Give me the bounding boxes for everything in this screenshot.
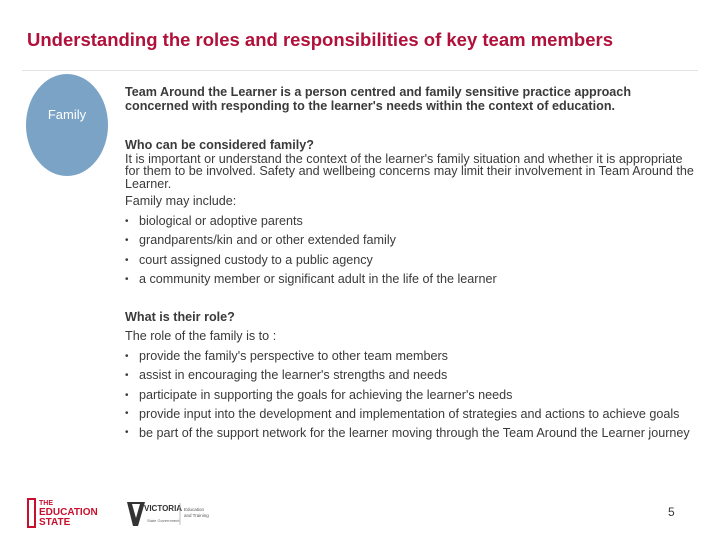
title-divider	[22, 70, 698, 71]
list-item: • a community member or significant adult in the life of the learner	[125, 273, 697, 287]
list-item: • assist in encouraging the learner's strengths and needs	[125, 369, 697, 383]
slide-content	[125, 86, 697, 439]
slide-title: Understanding the roles and responsibilities of key team members	[27, 29, 613, 50]
victoria-government-logo	[127, 500, 222, 528]
who-paragraph: It is important or understand the context of the learner's family situation and whether it is appropriate for them to be involved. Safety and wellbeing concerns may limit their involvement in Team Around the Learner.	[125, 151, 694, 191]
list-item: • be part of the support network for the learner moving through the Team Around the Learner journey	[125, 427, 697, 440]
education-state-logo-line: EDUCATION	[39, 507, 98, 518]
list-item: • grandparents/kin and or other extended family	[125, 234, 697, 248]
who-list	[125, 215, 697, 287]
who-lead: Family may include:	[125, 194, 237, 208]
list-item: • participate in supporting the goals for achieving the learner's needs	[125, 389, 697, 403]
role-heading: What is their role?	[125, 309, 235, 324]
role-lead: The role of the family is to :	[125, 329, 277, 343]
list-item: • provide input into the development and implementation of strategies and actions to achieve goals	[125, 408, 697, 421]
page-number: 5	[668, 505, 675, 519]
education-state-logo-line: STATE	[39, 517, 71, 528]
list-item: • provide the family's perspective to other team members	[125, 350, 697, 364]
family-circle	[26, 74, 108, 176]
family-circle-label: Family	[47, 107, 87, 122]
victoria-wordmark: VICTORIA	[144, 504, 183, 513]
victoria-subtitle: State Government	[147, 518, 180, 523]
intro-paragraph: Team Around the Learner is a person centred and family sensitive practice approach concerned with responding to the learner's needs within the context of education.	[125, 85, 632, 113]
list-item: • court assigned custody to a public agency	[125, 254, 697, 268]
education-state-logo	[27, 496, 109, 530]
who-heading: Who can be considered family?	[125, 138, 314, 152]
who-section	[125, 139, 697, 287]
role-section	[125, 311, 697, 440]
role-list	[125, 350, 697, 440]
education-state-logo-line: THE	[39, 500, 53, 507]
list-item: • biological or adoptive parents	[125, 215, 697, 229]
department-name-line: and Training	[184, 513, 209, 518]
department-name-line: Education	[184, 507, 205, 512]
